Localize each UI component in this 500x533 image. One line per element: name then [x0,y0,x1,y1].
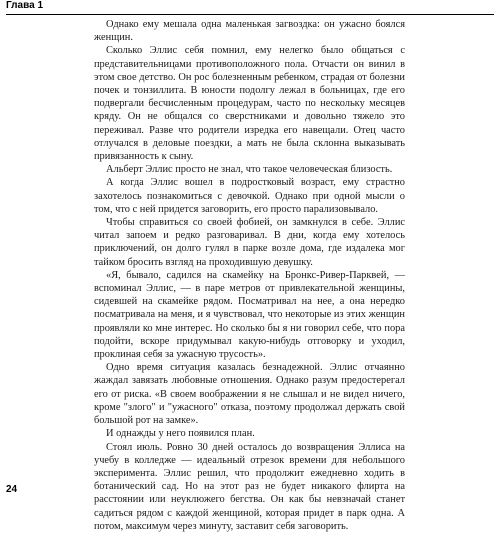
paragraph: «Я, бывало, садился на скамейку на Бронкс-Ривер-Парквей, — вспоминал Эллис, — в паре метров от привлекательной женщины, сидевшей на скамейке рядом. Посматривал на нее, а она нередко посматривала на меня, и я чувствовал, что некоторые из этих женщин проявляли ко мне интерес. Но сколько бы я ни говорил себе, что пора подойти, вскоре придумывал какую-нибудь отговорку и уходил, проклиная себя за ужасную трусость». [94,269,405,361]
paragraph: Однако ему мешала одна маленькая загвоздка: он ужасно боялся женщин. [94,19,405,44]
paragraph: И однажды у него появился план. [106,428,255,440]
paragraph: Одно время ситуация казалась безнадежной. Эллис отчаянно жаждал завязать любовные отношения. Однако разум предостерегал его от риска. «В своем воображении я не слышал и не видел ничего, кроме "злого" и "ужасного" отказа, поэтому продолжал держать свой большой рот на замке». [94,362,405,427]
paragraph: Сколько Эллис себя помнил, ему нелегко было общаться с представительницами противоположного пола. Отчасти он винил в этом свое детство. Он рос болезненным ребенком, страдая от болезни почек и тонзиллита. В юности подолгу лежал в больницах, где его подвергали бесчисленным процедурам, часто по нескольку месяцев кряду. Он не общался со сверстниками и довольно тяжело это переживал. Разве что родители изредка его навещали. Отец часто отлучался в деловые поездки, а мать не была склонна выказывать привязанность к сыну. [94,45,405,163]
paragraph: А когда Эллис вошел в подростковый возраст, ему страстно захотелось познакомиться с девочкой. Однако при одной мысли о том, что с ней придется заговорить, его просто парализовывало. [94,177,405,215]
paragraph: Чтобы справиться со своей фобией, он замкнулся в себе. Эллис читал запоем и редко разговаривал. В дни, когда ему хотелось приключений, он долго гулял в парке возле дома, где издалека мог тайком бросить взгляд на проходившую девушку. [94,217,405,268]
chapter-title: Глава 1 [6,0,44,11]
body-text [94,18,405,533]
paragraph: Стоял июль. Ровно 30 дней осталось до возвращения Эллиса на учебу в колледже — идеальный отрезок времени для небольшого эксперимента. Эллис решил, что продолжит ежедневно ходить в ботанический сад. Но на этот раз не будет никакого флирта на расстоянии или неуклюжего бегства. Он как бы невзначай станет садиться рядом с каждой женщиной, которая придет в парк одна. А потом, максимум через минуту, заставит себя заговорить. [94,441,405,532]
running-header [6,0,494,15]
paragraph: Альберт Эллис просто не знал, что такое человеческая близость. [106,164,393,176]
page-number: 24 [6,484,18,495]
